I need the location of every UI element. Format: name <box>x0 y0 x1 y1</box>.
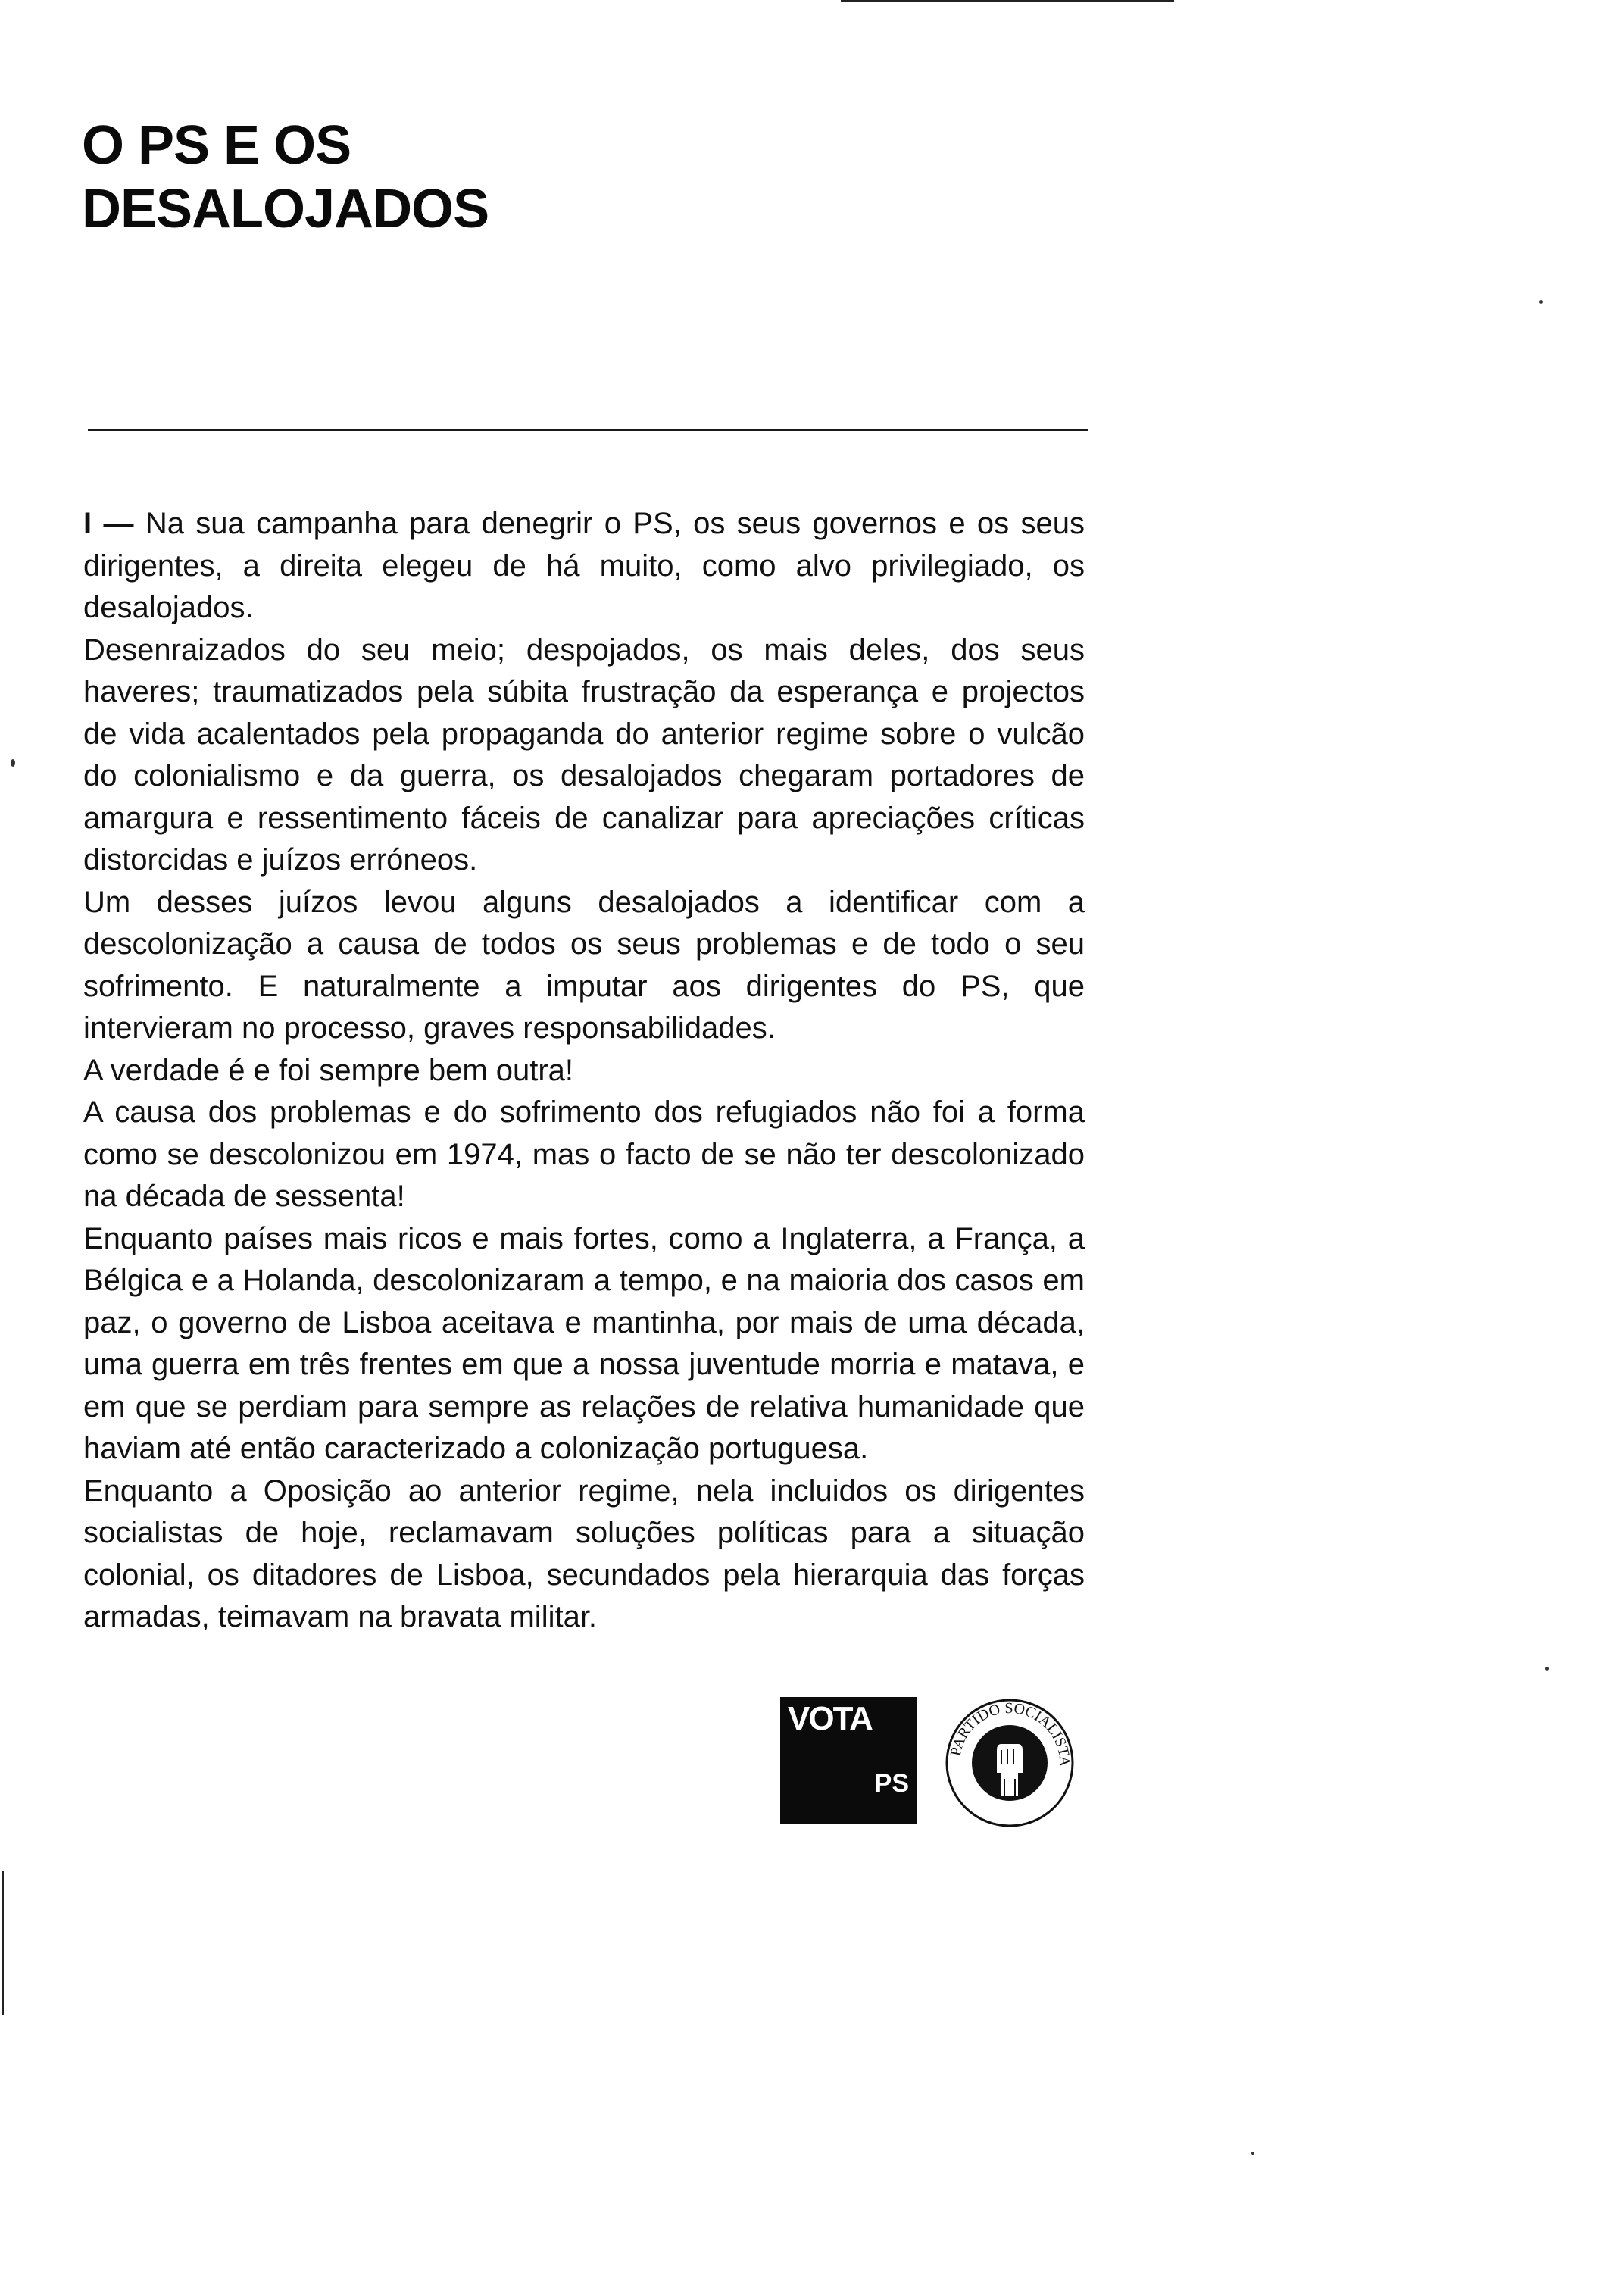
section-dash: — <box>103 507 134 540</box>
scan-speck <box>1251 2152 1254 2155</box>
ps-word: PS <box>874 1769 909 1798</box>
paragraph-text: Na sua campanha para denegrir o PS, os seus governos e os seus dirigentes, a direita elegeu de há muito, como alvo privilegiado, os desalojados. <box>83 507 1085 624</box>
title-line: O PS E OS <box>82 115 351 176</box>
scan-speck <box>11 759 15 767</box>
paragraph: Enquanto a Oposição ao anterior regime, nela incluidos os dirigentes socialistas de hoje, reclamavam soluções políticas para a situação colonial, os ditadores de Lisboa, secundados pela hierarquia das forças armadas, teimavam na bravata militar. <box>83 1474 1085 1633</box>
vota-ps-logo <box>780 1697 917 1824</box>
paragraph: Enquanto países mais ricos e mais fortes, como a Inglaterra, a França, a Bélgica e a Holanda, descolonizaram a tempo, e na maioria dos casos em paz, o governo de Lisboa aceitava e mantinha, por mais de uma década, uma guerra em três frentes em que a nossa juventude morria e matava, e em que se perdiam para sempre as relações de relativa humanidade que haviam até então caracterizado a colonização portuguesa. <box>83 1221 1085 1465</box>
article-body <box>83 503 1085 1639</box>
party-seal-logo <box>944 1697 1076 1829</box>
seal-text: PARTIDO SOCIALISTA <box>947 1699 1073 1767</box>
logo-area <box>771 1697 1104 1826</box>
scan-edge-line <box>2 1871 4 2015</box>
paragraph: Desenraizados do seu meio; despojados, os mais deles, dos seus haveres; traumatizados pela súbita frustração da esperança e projectos de vida acalentados pela propaganda do anterior regime sobre o vulcão do colonialismo e da guerra, os desalojados chegaram portadores de amargura e ressentimento fáceis de canalizar para apreciações críticas distorcidas e juízos erróneos. <box>83 633 1085 877</box>
section-number: I <box>83 507 92 540</box>
paragraph <box>83 503 1085 630</box>
scan-speck <box>1539 300 1543 304</box>
paragraph: Um desses juízos levou alguns desalojados a identificar com a descolonização a causa de todos os seus problemas e de todo o seu sofrimento. E naturalmente a imputar aos dirigentes do PS, que intervieram no processo, graves responsabilidades. <box>83 885 1085 1045</box>
page-title <box>82 114 489 241</box>
paragraph: A verdade é e foi sempre bem outra! <box>83 1053 574 1087</box>
paragraph: A causa dos problemas e do sofrimento dos refugiados não foi a forma como se descolonizou em 1974, mas o facto de se não ter descolonizado na década de sessenta! <box>83 1095 1085 1213</box>
top-edge-rule <box>841 0 1174 2</box>
title-line: DESALOJADOS <box>82 179 489 239</box>
scan-speck <box>1545 1667 1549 1671</box>
title-divider <box>88 429 1088 431</box>
vota-word: VOTA <box>788 1700 872 1737</box>
